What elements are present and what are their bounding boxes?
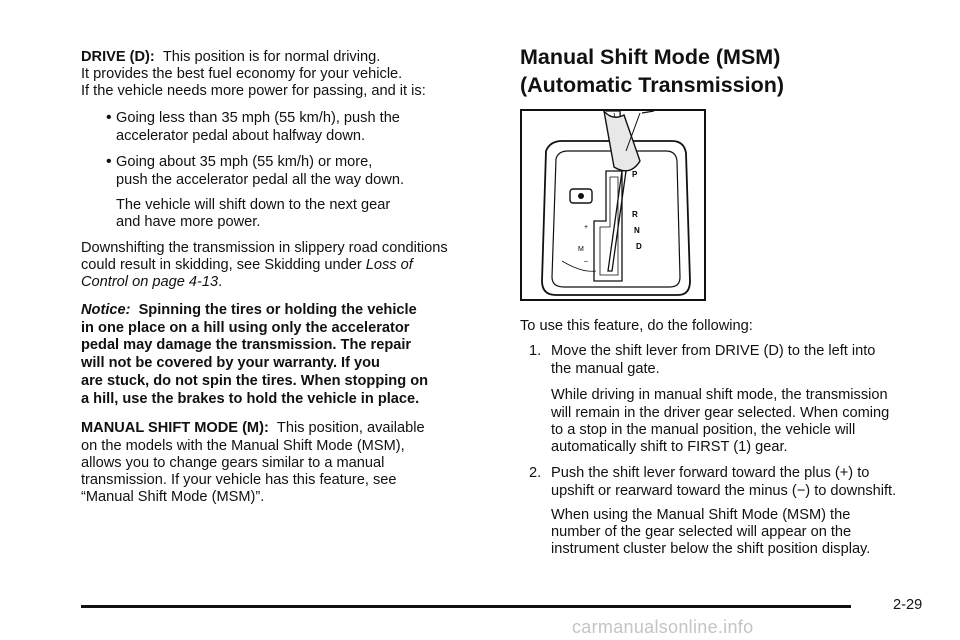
footer-rule	[81, 605, 851, 608]
step1-note2: will remain in the driver gear selected. When coming	[551, 405, 890, 421]
step1-note4: automatically shift to FIRST (1) gear.	[551, 439, 788, 455]
downshift-line1: Downshifting the transmission in slippery road conditions	[81, 240, 448, 256]
gear-label-n: N	[634, 226, 640, 235]
step1-number: 1.	[529, 343, 542, 359]
bullet-icon: •	[106, 153, 112, 170]
step2-note2: number of the gear selected will appear on the	[551, 524, 852, 540]
msm-label: MANUAL SHIFT MODE (M):	[81, 420, 269, 436]
gear-label-minus: –	[584, 258, 588, 265]
bullet2-line2: push the accelerator pedal all the way down.	[116, 172, 404, 188]
gear-label-d: D	[636, 242, 642, 251]
bullet1-line2: accelerator pedal about halfway down.	[116, 128, 366, 144]
step2-note1: When using the Manual Shift Mode (MSM) the	[551, 507, 851, 523]
step2-number: 2.	[529, 465, 542, 481]
section-heading-line2: (Automatic Transmission)	[520, 73, 785, 97]
indent-line1: The vehicle will shift down to the next gear	[116, 197, 391, 213]
msm-text-1: This position, available	[276, 420, 425, 436]
notice-line6: a hill, use the brakes to hold the vehicle in place.	[81, 391, 420, 407]
intro-text: To use this feature, do the following:	[520, 318, 753, 334]
step1-note1: While driving in manual shift mode, the transmission	[551, 387, 888, 403]
period: .	[218, 274, 223, 290]
msm-line2: on the models with the Manual Shift Mode (MSM),	[81, 438, 405, 454]
watermark: carmanualsonline.info	[572, 617, 754, 637]
shift-lever-drawing	[522, 111, 704, 299]
notice-line4: will not be covered by your warranty. If you	[81, 355, 380, 371]
gear-label-m: M	[578, 246, 584, 253]
loss-of-control-link[interactable]: Loss of	[365, 257, 413, 273]
notice-label: Notice:	[81, 302, 131, 318]
notice-text-1: Spinning the tires or holding the vehicle	[138, 302, 417, 318]
msm-line1	[81, 420, 425, 438]
downshift-line2	[81, 257, 413, 275]
msm-line4: transmission. If your vehicle has this feature, see	[81, 472, 397, 488]
notice-line1	[81, 302, 417, 320]
bullet-icon: •	[106, 109, 112, 126]
step1-note3: to a stop in the manual position, the vehicle will	[551, 422, 856, 438]
msm-line3: allows you to change gears similar to a manual	[81, 455, 385, 471]
indent-line2: and have more power.	[116, 214, 261, 230]
step2-line2: upshift or rearward toward the minus (−) to downshift.	[551, 483, 897, 499]
drive-text-2: It provides the best fuel economy for your vehicle.	[81, 66, 403, 82]
section-heading-line1: Manual Shift Mode (MSM)	[520, 45, 781, 69]
shift-lever-illustration	[520, 109, 706, 301]
drive-label: DRIVE (D):	[81, 49, 155, 65]
bullet2-line1: Going about 35 mph (55 km/h) or more,	[116, 154, 373, 170]
gear-label-r: R	[632, 210, 638, 219]
drive-text-1: This position is for normal driving.	[162, 49, 381, 65]
gear-label-plus: +	[584, 224, 589, 231]
notice-line3: pedal may damage the transmission. The repair	[81, 337, 412, 353]
downshift-line3	[81, 274, 222, 292]
gear-label-p: P	[632, 170, 638, 179]
step1-line1: Move the shift lever from DRIVE (D) to the left into	[551, 343, 876, 359]
step2-line1: Push the shift lever forward toward the plus (+) to	[551, 465, 870, 481]
notice-line5: are stuck, do not spin the tires. When stopping on	[81, 373, 429, 389]
page-reference-link[interactable]: Control on page 4-13	[81, 274, 219, 290]
bullet1-line1: Going less than 35 mph (55 km/h), push the	[116, 110, 400, 126]
msm-line5: “Manual Shift Mode (MSM)”.	[81, 489, 265, 505]
step1-line2: the manual gate.	[551, 361, 660, 377]
notice-line2: in one place on a hill using only the accelerator	[81, 320, 410, 336]
drive-text-3: If the vehicle needs more power for passing, and it is:	[81, 83, 426, 99]
step2-note3: instrument cluster below the shift position display.	[551, 541, 871, 557]
downshift-text: could result in skidding, see Skidding under	[81, 257, 366, 273]
drive-paragraph-line1	[81, 49, 380, 67]
page-number: 2-29	[893, 597, 923, 613]
